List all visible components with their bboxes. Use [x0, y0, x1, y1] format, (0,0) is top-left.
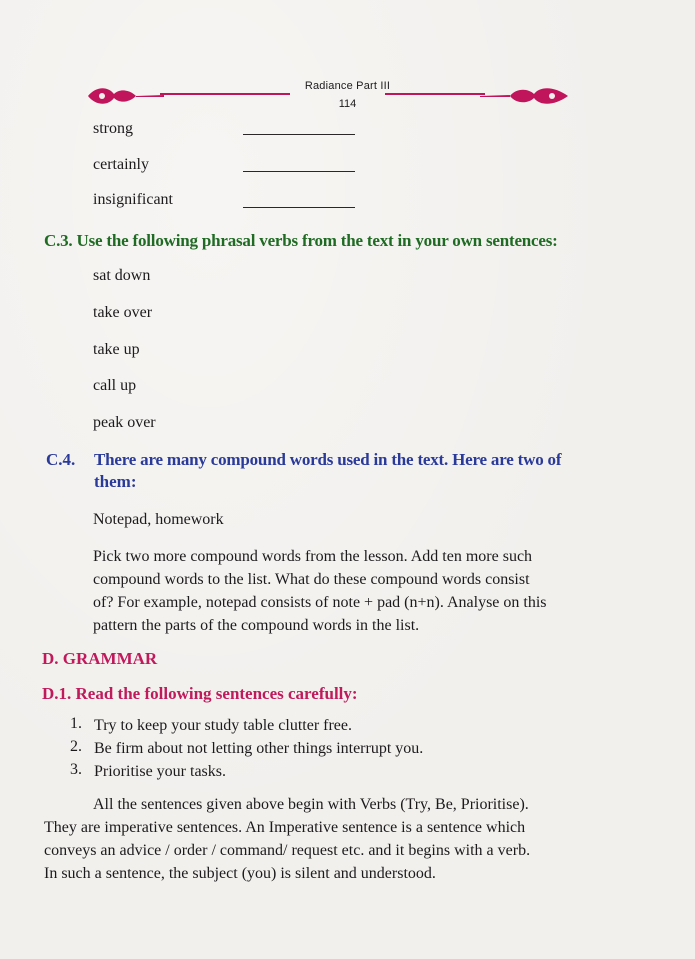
sentence-number: 2.	[70, 738, 82, 755]
right-ornament-icon	[480, 84, 570, 110]
word-strong: strong	[93, 120, 133, 137]
sentence-number: 1.	[70, 715, 82, 732]
grammar-para-line: They are imperative sentences. An Imperative sentence is a sentence which	[44, 819, 526, 836]
c3-item: peak over	[93, 414, 156, 431]
d1-heading: D.1. Read the following sentences carefully:	[42, 684, 358, 703]
header-title: Radiance Part III	[304, 80, 391, 92]
c3-item: call up	[93, 377, 137, 394]
sentence-text: Prioritise your tasks.	[94, 763, 226, 780]
word-insignificant: insignificant	[93, 191, 173, 208]
word-certainly: certainly	[93, 156, 149, 173]
grammar-para-line: conveys an advice / order / command/ request etc. and it begins with a verb.	[44, 842, 531, 859]
grammar-heading: D. GRAMMAR	[42, 649, 158, 668]
answer-blank	[243, 134, 355, 135]
c3-item: take over	[93, 304, 153, 321]
header-rule-left	[160, 93, 290, 95]
answer-blank	[243, 171, 355, 172]
c4-heading-line2: them:	[94, 472, 137, 491]
c4-paragraph	[93, 545, 620, 637]
c4-para-line: compound words to the list. What do these compound words consist	[93, 571, 530, 588]
c4-para-line: pattern the parts of the compound words in the list.	[93, 617, 420, 634]
sentence-text: Be firm about not letting other things interrupt you.	[94, 740, 424, 757]
page-number: 114	[338, 98, 357, 110]
c4-examples: Notepad, homework	[93, 511, 224, 528]
answer-blank	[243, 207, 355, 208]
c4-para-line: Pick two more compound words from the lesson. Add ten more such	[93, 548, 533, 565]
sentence-number: 3.	[70, 761, 82, 778]
grammar-paragraph	[44, 793, 620, 885]
grammar-para-line: All the sentences given above begin with Verbs (Try, Be, Prioritise).	[93, 796, 529, 813]
c4-label: C.4.	[46, 450, 76, 469]
c3-item: take up	[93, 341, 140, 358]
c3-item: sat down	[93, 267, 151, 284]
c4-heading-line1: There are many compound words used in the text. Here are two of	[94, 450, 562, 469]
header-rule-right	[385, 93, 485, 95]
c4-para-line: of? For example, notepad consists of note + pad (n+n). Analyse on this	[93, 594, 547, 611]
c3-heading: C.3. Use the following phrasal verbs from the text in your own sentences:	[44, 231, 558, 250]
sentence-text: Try to keep your study table clutter free.	[94, 717, 353, 734]
grammar-para-line: In such a sentence, the subject (you) is silent and understood.	[44, 865, 436, 882]
